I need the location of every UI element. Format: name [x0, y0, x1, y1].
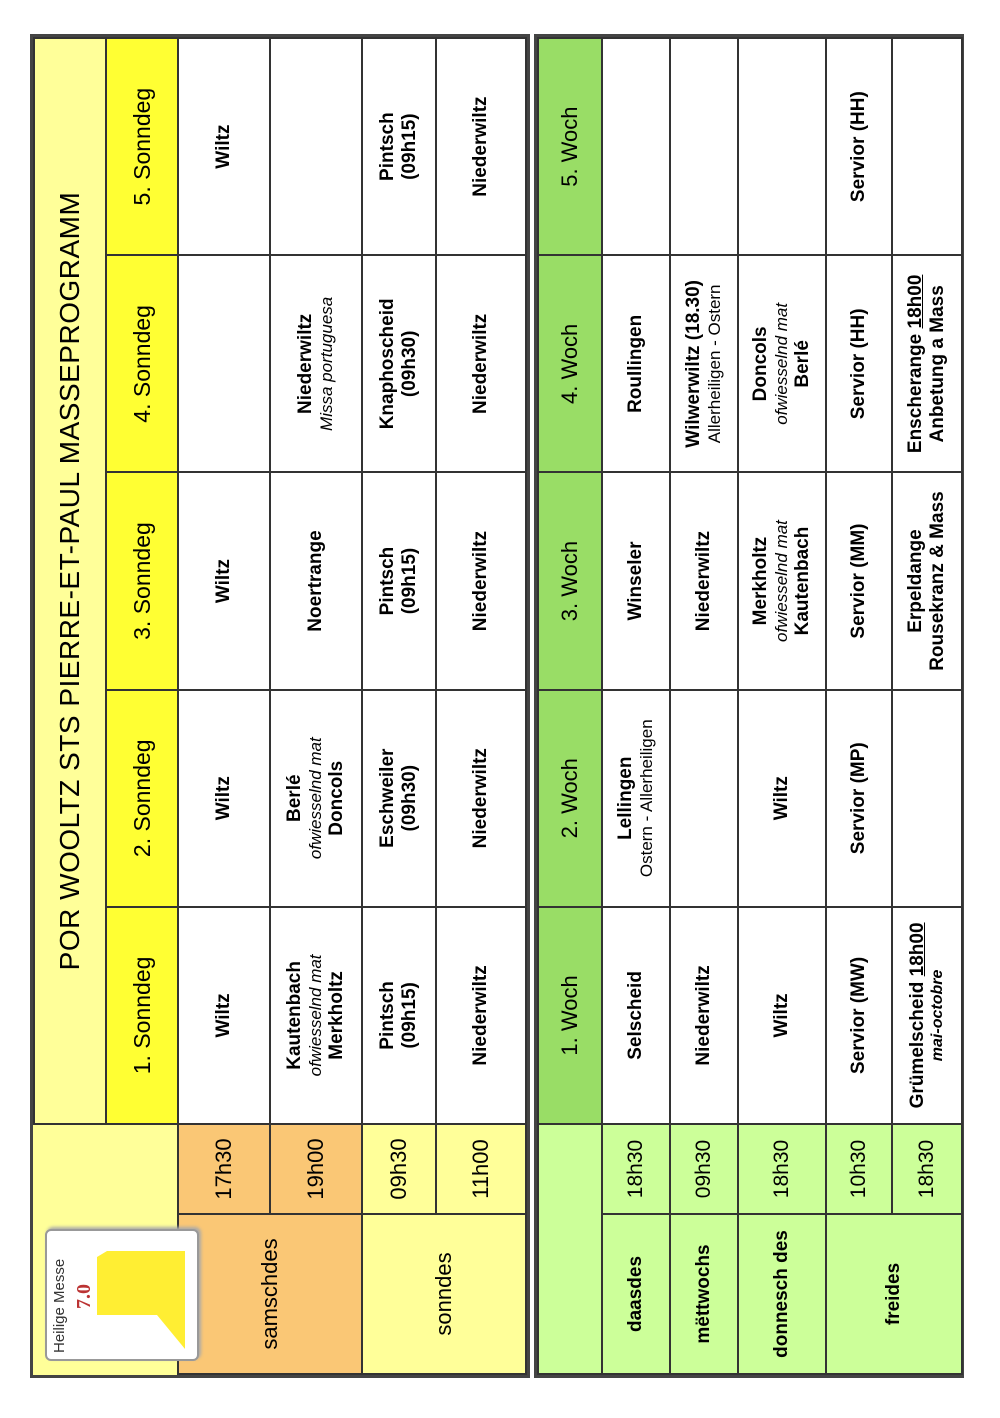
location-name: Pintsch	[377, 981, 399, 1050]
location-name: Lellingen	[615, 756, 637, 840]
mass-location: Niederwiltz	[670, 907, 738, 1124]
mass-location: Servior (MW)	[826, 907, 892, 1124]
table-row	[602, 38, 670, 1374]
mass-location	[362, 472, 436, 689]
mass-location	[670, 690, 738, 907]
mass-time: (09h15)	[399, 113, 420, 180]
mass-time: (09h30)	[399, 330, 420, 398]
mass-location	[602, 38, 670, 255]
col-woch-4: 4. Woch	[538, 255, 602, 472]
mass-location	[270, 690, 362, 907]
weekday-header-row	[538, 38, 602, 1374]
table-row	[826, 38, 892, 1374]
alternation-note: ofwiesselnd mat	[772, 302, 792, 425]
col-sonndeg-3: 3. Sonndeg	[106, 472, 178, 689]
mass-location	[362, 255, 436, 472]
alternation-note: ofwiesselnd mat	[306, 737, 326, 860]
mass-location: Wiltz	[178, 690, 270, 907]
table-row	[178, 38, 270, 1374]
mass-location	[738, 472, 826, 689]
location-name: Doncols	[750, 326, 772, 402]
mass-location	[362, 907, 436, 1124]
location-name: Merkholtz	[325, 971, 347, 1060]
table-row	[738, 38, 826, 1374]
header-corner	[538, 1124, 602, 1374]
location-name: Berlé	[791, 340, 813, 388]
weekday-schedule-pane	[534, 34, 964, 1378]
mass-location: Servior (HH)	[826, 255, 892, 472]
mass-location	[892, 38, 962, 255]
mass-location: Wiltz	[178, 907, 270, 1124]
mass-location	[738, 255, 826, 472]
mass-location	[738, 38, 826, 255]
weekday-table	[537, 37, 963, 1375]
location-name: Kautenbach	[791, 526, 813, 636]
mass-location: Noertrange	[270, 472, 362, 689]
col-sonndeg-2: 2. Sonndeg	[106, 690, 178, 907]
location-name: Wilwerwiltz (18.30)	[683, 279, 705, 448]
mass-location: Niederwiltz	[436, 472, 526, 689]
logo-version: 7.0	[73, 1284, 95, 1309]
day-sunday: sonndes	[362, 1214, 526, 1374]
mass-time: (09h30)	[399, 764, 420, 832]
location-name: Pintsch	[377, 546, 399, 616]
mass-location: Wiltz	[738, 690, 826, 907]
time-cell: 11h00	[436, 1124, 526, 1214]
location-name: Doncols	[325, 760, 347, 836]
time-cell: 18h30	[738, 1124, 826, 1214]
mass-time: 18h00	[906, 922, 928, 977]
time-cell: 19h00	[270, 1124, 362, 1214]
day-wednesday: mëttwochs	[670, 1214, 738, 1374]
mass-location	[892, 907, 962, 1124]
location-name: Merkholtz	[750, 536, 772, 626]
time-cell: 17h30	[178, 1124, 270, 1214]
mass-location: Servior (MM)	[826, 472, 892, 689]
location-name: Grümelscheid	[906, 981, 928, 1109]
day-friday: freides	[826, 1214, 962, 1374]
col-woch-3: 3. Woch	[538, 472, 602, 689]
mass-location: Niederwiltz	[436, 255, 526, 472]
day-tuesday: daasdes	[602, 1214, 670, 1374]
mass-location	[602, 690, 670, 907]
season-note: Ostern - Allerheiligen	[637, 719, 657, 878]
mass-location	[670, 255, 738, 472]
col-woch-1: 1. Woch	[538, 907, 602, 1124]
location-name: Kautenbach	[284, 961, 306, 1070]
table-row	[362, 38, 436, 1374]
location-name: Niederwiltz	[295, 313, 317, 414]
season-note: mai-octobre	[928, 969, 946, 1062]
col-woch-2: 2. Woch	[538, 690, 602, 907]
mass-location: Wiltz	[178, 472, 270, 689]
mass-time: (09h15)	[399, 547, 420, 615]
page-title: POR WOOLTZ STS PIERRE-ET-PAUL MASSEPROGRAMM	[34, 38, 106, 1124]
location-name: Eschweiler	[377, 748, 399, 848]
alternation-note: ofwiesselnd mat	[306, 954, 326, 1077]
col-sonndeg-1: 1. Sonndeg	[106, 907, 178, 1124]
location-name: Pintsch	[377, 112, 399, 181]
col-woch-5: 5. Woch	[538, 38, 602, 255]
mass-location: Servior (MP)	[826, 690, 892, 907]
mass-location	[362, 38, 436, 255]
location-line	[905, 259, 927, 468]
mass-location	[270, 255, 362, 472]
mass-location: Niederwiltz	[436, 907, 526, 1124]
mass-location	[892, 690, 962, 907]
location-name: Erpeldange	[905, 529, 927, 633]
mass-location	[270, 38, 362, 255]
day-saturday: samschdes	[178, 1214, 362, 1374]
col-sonndeg-4: 4. Sonndeg	[106, 255, 178, 472]
time-cell: 18h30	[602, 1124, 670, 1214]
time-cell: 09h30	[362, 1124, 436, 1214]
mass-time: 18h00	[905, 274, 927, 329]
mass-location	[670, 38, 738, 255]
location-name: Knaphoscheid	[377, 298, 399, 430]
day-thursday: donnesch des	[738, 1214, 826, 1374]
candle-icon	[87, 1245, 187, 1355]
time-cell: 09h30	[670, 1124, 738, 1214]
sunday-schedule-pane	[30, 34, 530, 1378]
service-type: Anbetung a Mass	[927, 285, 948, 443]
table-row	[892, 38, 962, 1374]
mass-location: Winseler	[602, 472, 670, 689]
mass-location: Wiltz	[738, 907, 826, 1124]
mass-location: Selscheid	[602, 907, 670, 1124]
alternation-note: ofwiesselnd mat	[772, 520, 792, 642]
location-line	[907, 911, 929, 1120]
table-row	[436, 38, 526, 1374]
mass-note: Missa portuguesa	[317, 296, 337, 431]
mass-location	[178, 255, 270, 472]
service-type: Rousekranz & Mass	[927, 491, 948, 671]
location-name: Berlé	[284, 774, 306, 822]
mass-location	[362, 690, 436, 907]
mass-location: Niederwiltz	[436, 38, 526, 255]
mass-location: Roullingen	[602, 255, 670, 472]
mass-location: Servior (HH)	[826, 38, 892, 255]
time-cell: 18h30	[892, 1124, 962, 1214]
mass-location: Niederwiltz	[436, 690, 526, 907]
location-name: Enscherange	[905, 333, 927, 454]
logo-label: Heilige Messe	[51, 1258, 68, 1353]
mass-location: Wiltz	[178, 38, 270, 255]
mass-location	[892, 472, 962, 689]
time-cell: 10h30	[826, 1124, 892, 1214]
table-row	[270, 38, 362, 1374]
table-row	[670, 38, 738, 1374]
logo-badge	[45, 1229, 199, 1361]
mass-location	[270, 907, 362, 1124]
sunday-table	[33, 37, 527, 1375]
season-note: Allerheiligen - Ostern	[705, 284, 725, 444]
col-sonndeg-5: 5. Sonndeg	[106, 38, 178, 255]
mass-location	[892, 255, 962, 472]
mass-time: (09h15)	[399, 982, 420, 1049]
mass-location: Niederwiltz	[670, 472, 738, 689]
